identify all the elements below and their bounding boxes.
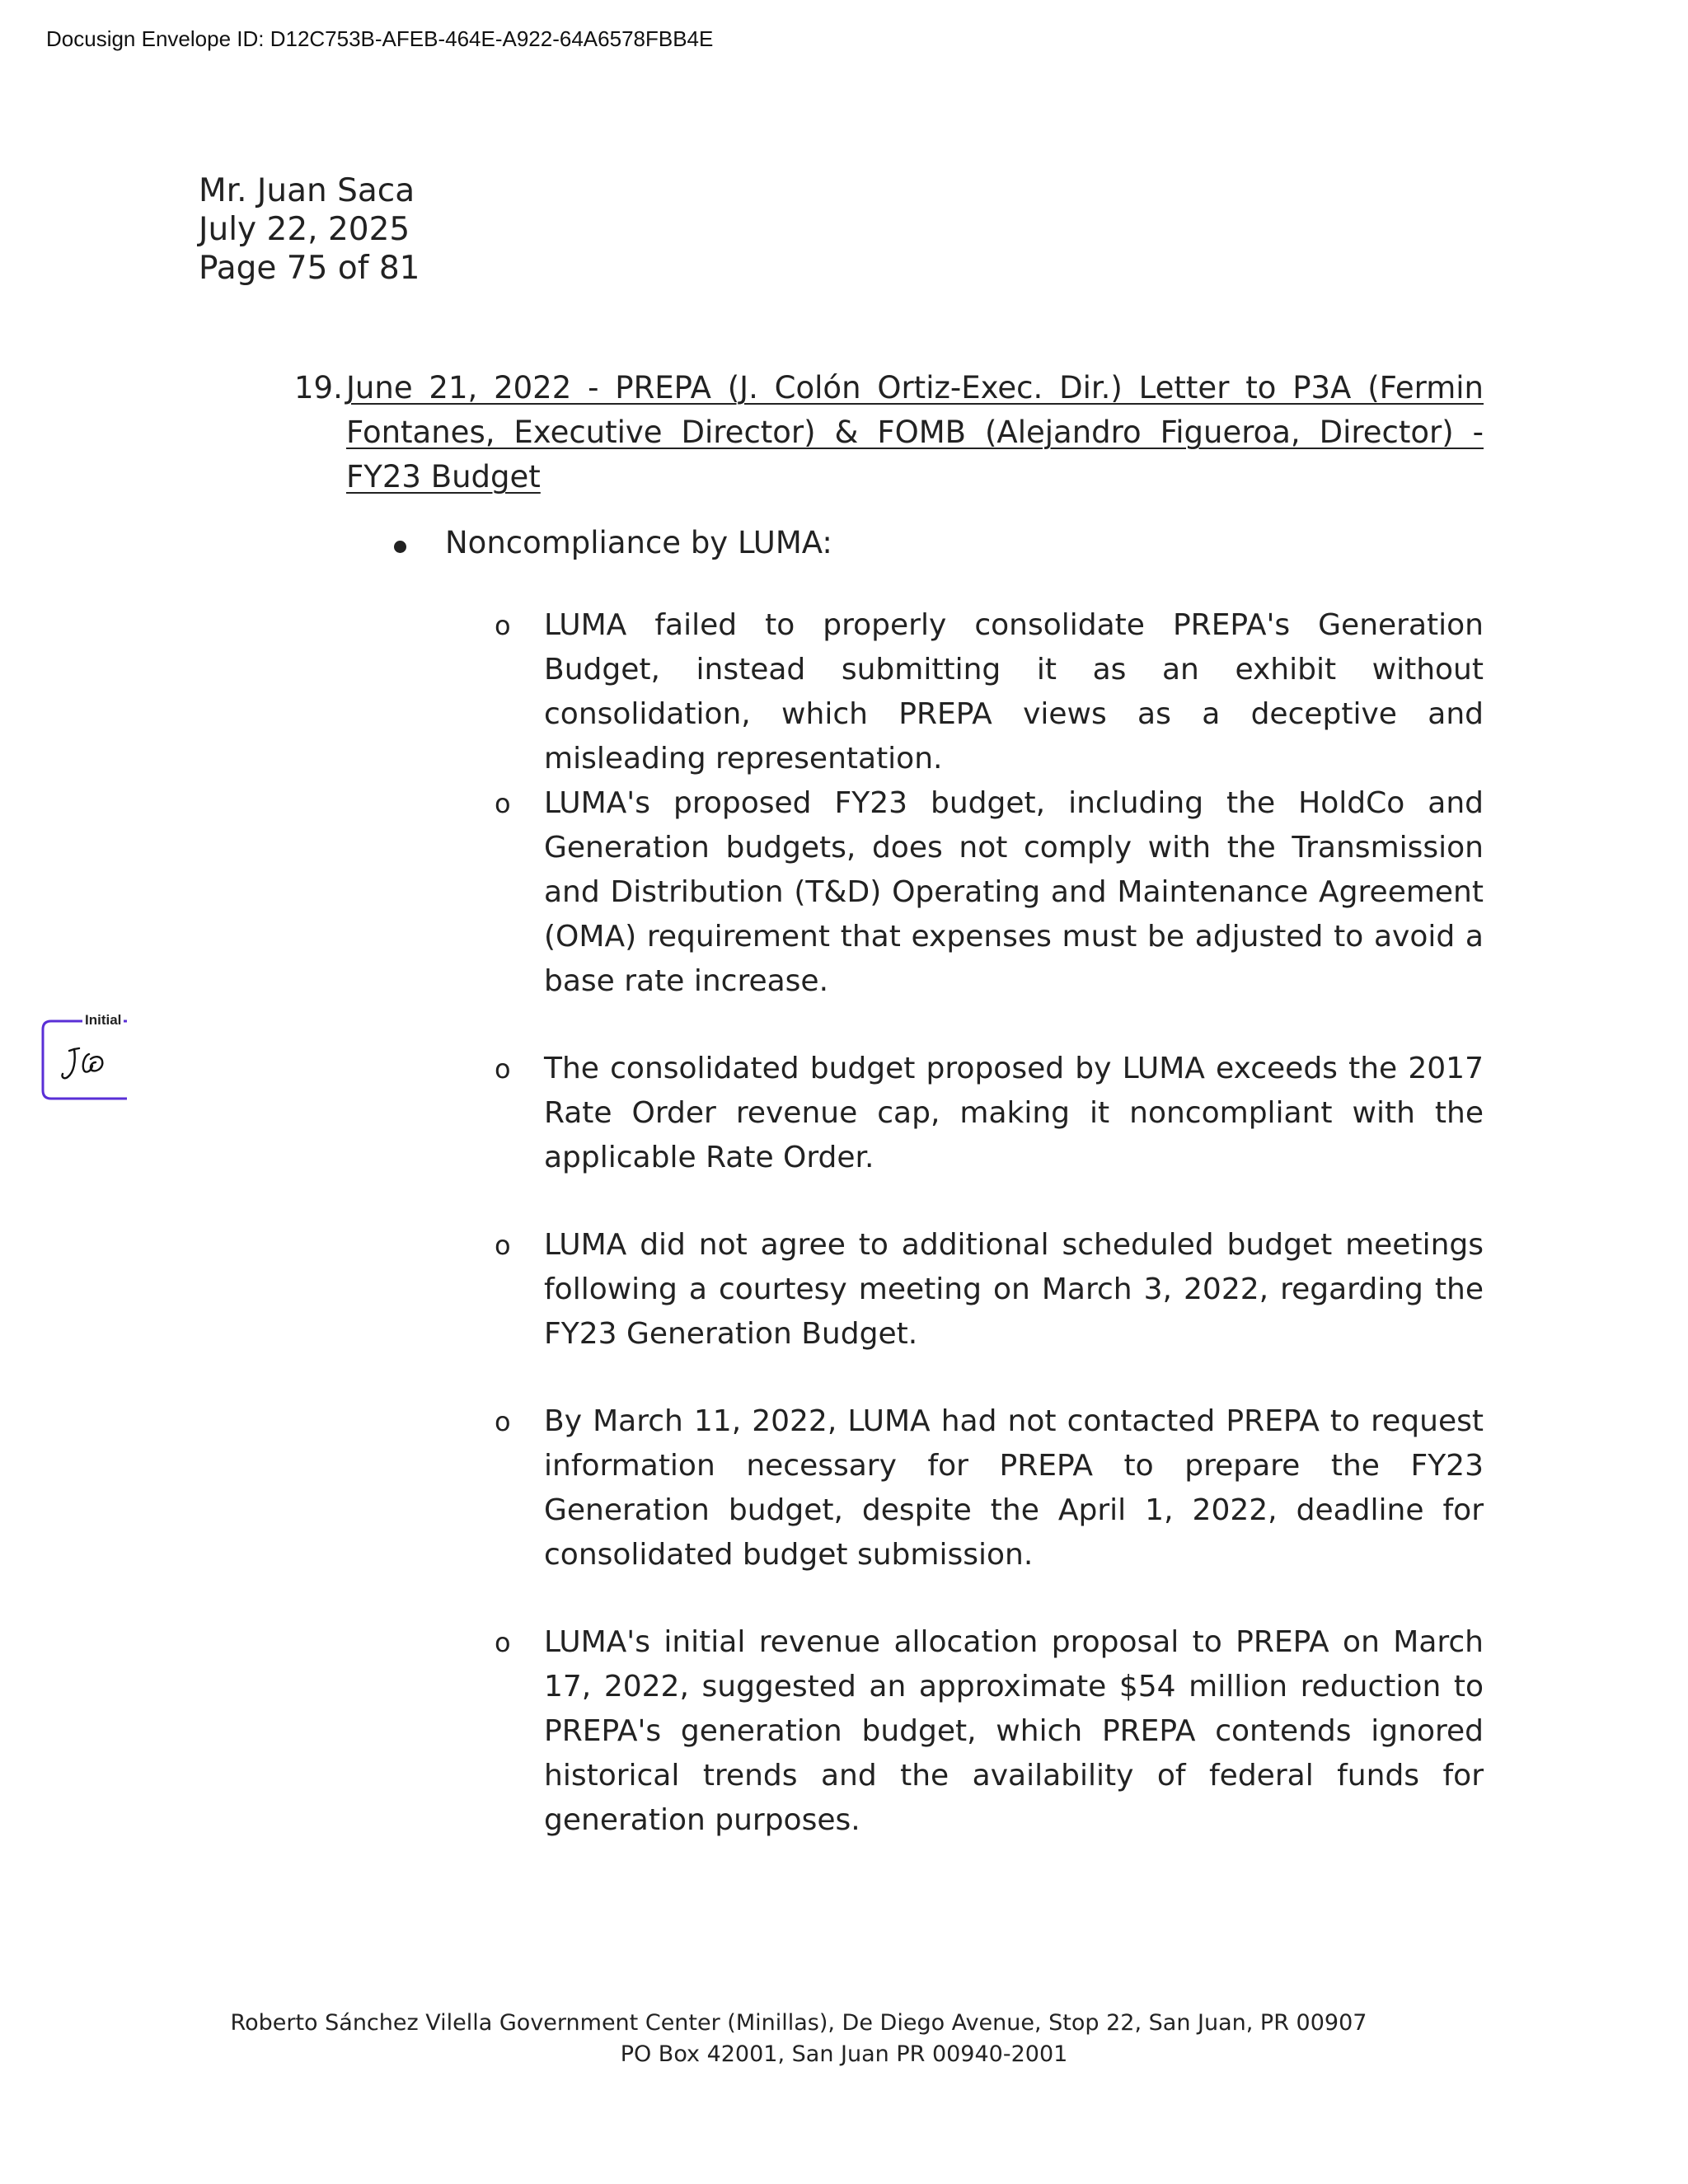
sub-item-text: LUMA did not agree to additional scheduled budget meetings following a courtesy meeting on March 3, 2022, regarding the FY23 Generation Budget. bbox=[544, 1228, 1484, 1351]
footer-address bbox=[0, 2008, 1688, 2070]
sub-item-text: By March 11, 2022, LUMA had not contacted PREPA to request information necessary for PREPA to prepare the FY23 Generation budget, despite the April 1, 2022, deadline for consolidated budget submission. bbox=[544, 1404, 1484, 1572]
letter-date: July 22, 2025 bbox=[199, 211, 410, 248]
sub-bullet-marker: o bbox=[495, 1053, 511, 1085]
page-number: Page 75 of 81 bbox=[199, 250, 420, 287]
sub-item-text: LUMA's proposed FY23 budget, including the HoldCo and Generation budgets, does not comply with the Transmission and Distribution (T&D) Operating and Maintenance Agreement (OMA) requirement that expenses must be adjusted to avoid a base rate increase. bbox=[544, 786, 1484, 998]
sub-item-text: LUMA failed to properly consolidate PREPA's Generation Budget, instead submitting it as an exhibit without consolidation, which PREPA views as a deceptive and misleading representation. bbox=[544, 608, 1484, 776]
sub-bullet-marker: o bbox=[495, 610, 511, 641]
footer-address-line: Roberto Sánchez Vilella Government Center (Minillas), De Diego Avenue, Stop 22, San Juan, PR 00907 bbox=[230, 2010, 1367, 2036]
sub-bullet-marker: o bbox=[495, 788, 511, 819]
recipient-name: Mr. Juan Saca bbox=[199, 172, 415, 209]
bullet-dot-icon bbox=[394, 541, 406, 553]
initial-signature-icon bbox=[62, 1048, 102, 1078]
sub-item-text: LUMA's initial revenue allocation proposal to PREPA on March 17, 2022, suggested an approximate $54 million reduction to PREPA's generation budget, which PREPA contends ignored historical trends and the availability of federal funds for generation purposes. bbox=[544, 1625, 1484, 1837]
sub-bullet-marker: o bbox=[495, 1406, 511, 1437]
sub-bullet-marker: o bbox=[495, 1627, 511, 1658]
initial-box[interactable] bbox=[41, 1019, 128, 1100]
item-number: 19. bbox=[294, 370, 343, 405]
sub-bullet-marker: o bbox=[495, 1230, 511, 1261]
initial-label: Initial bbox=[82, 1012, 124, 1029]
bullet-heading: Noncompliance by LUMA: bbox=[445, 525, 832, 560]
letter-header bbox=[199, 171, 420, 288]
sub-item-text: The consolidated budget proposed by LUMA exceeds the 2017 Rate Order revenue cap, making it noncompliant with the applicable Rate Order. bbox=[544, 1052, 1484, 1174]
item-title: June 21, 2022 - PREPA (J. Colón Ortiz-Exec. Dir.) Letter to P3A (Fermin Fontanes, Executive Director) & FOMB (Alejandro Figueroa, Director) - FY23 Budget bbox=[346, 370, 1484, 494]
footer-po-box-line: PO Box 42001, San Juan PR 00940-2001 bbox=[620, 2041, 1068, 2067]
docusign-envelope-id: Docusign Envelope ID: D12C753B-AFEB-464E-A922-64A6578FBB4E bbox=[46, 26, 714, 51]
